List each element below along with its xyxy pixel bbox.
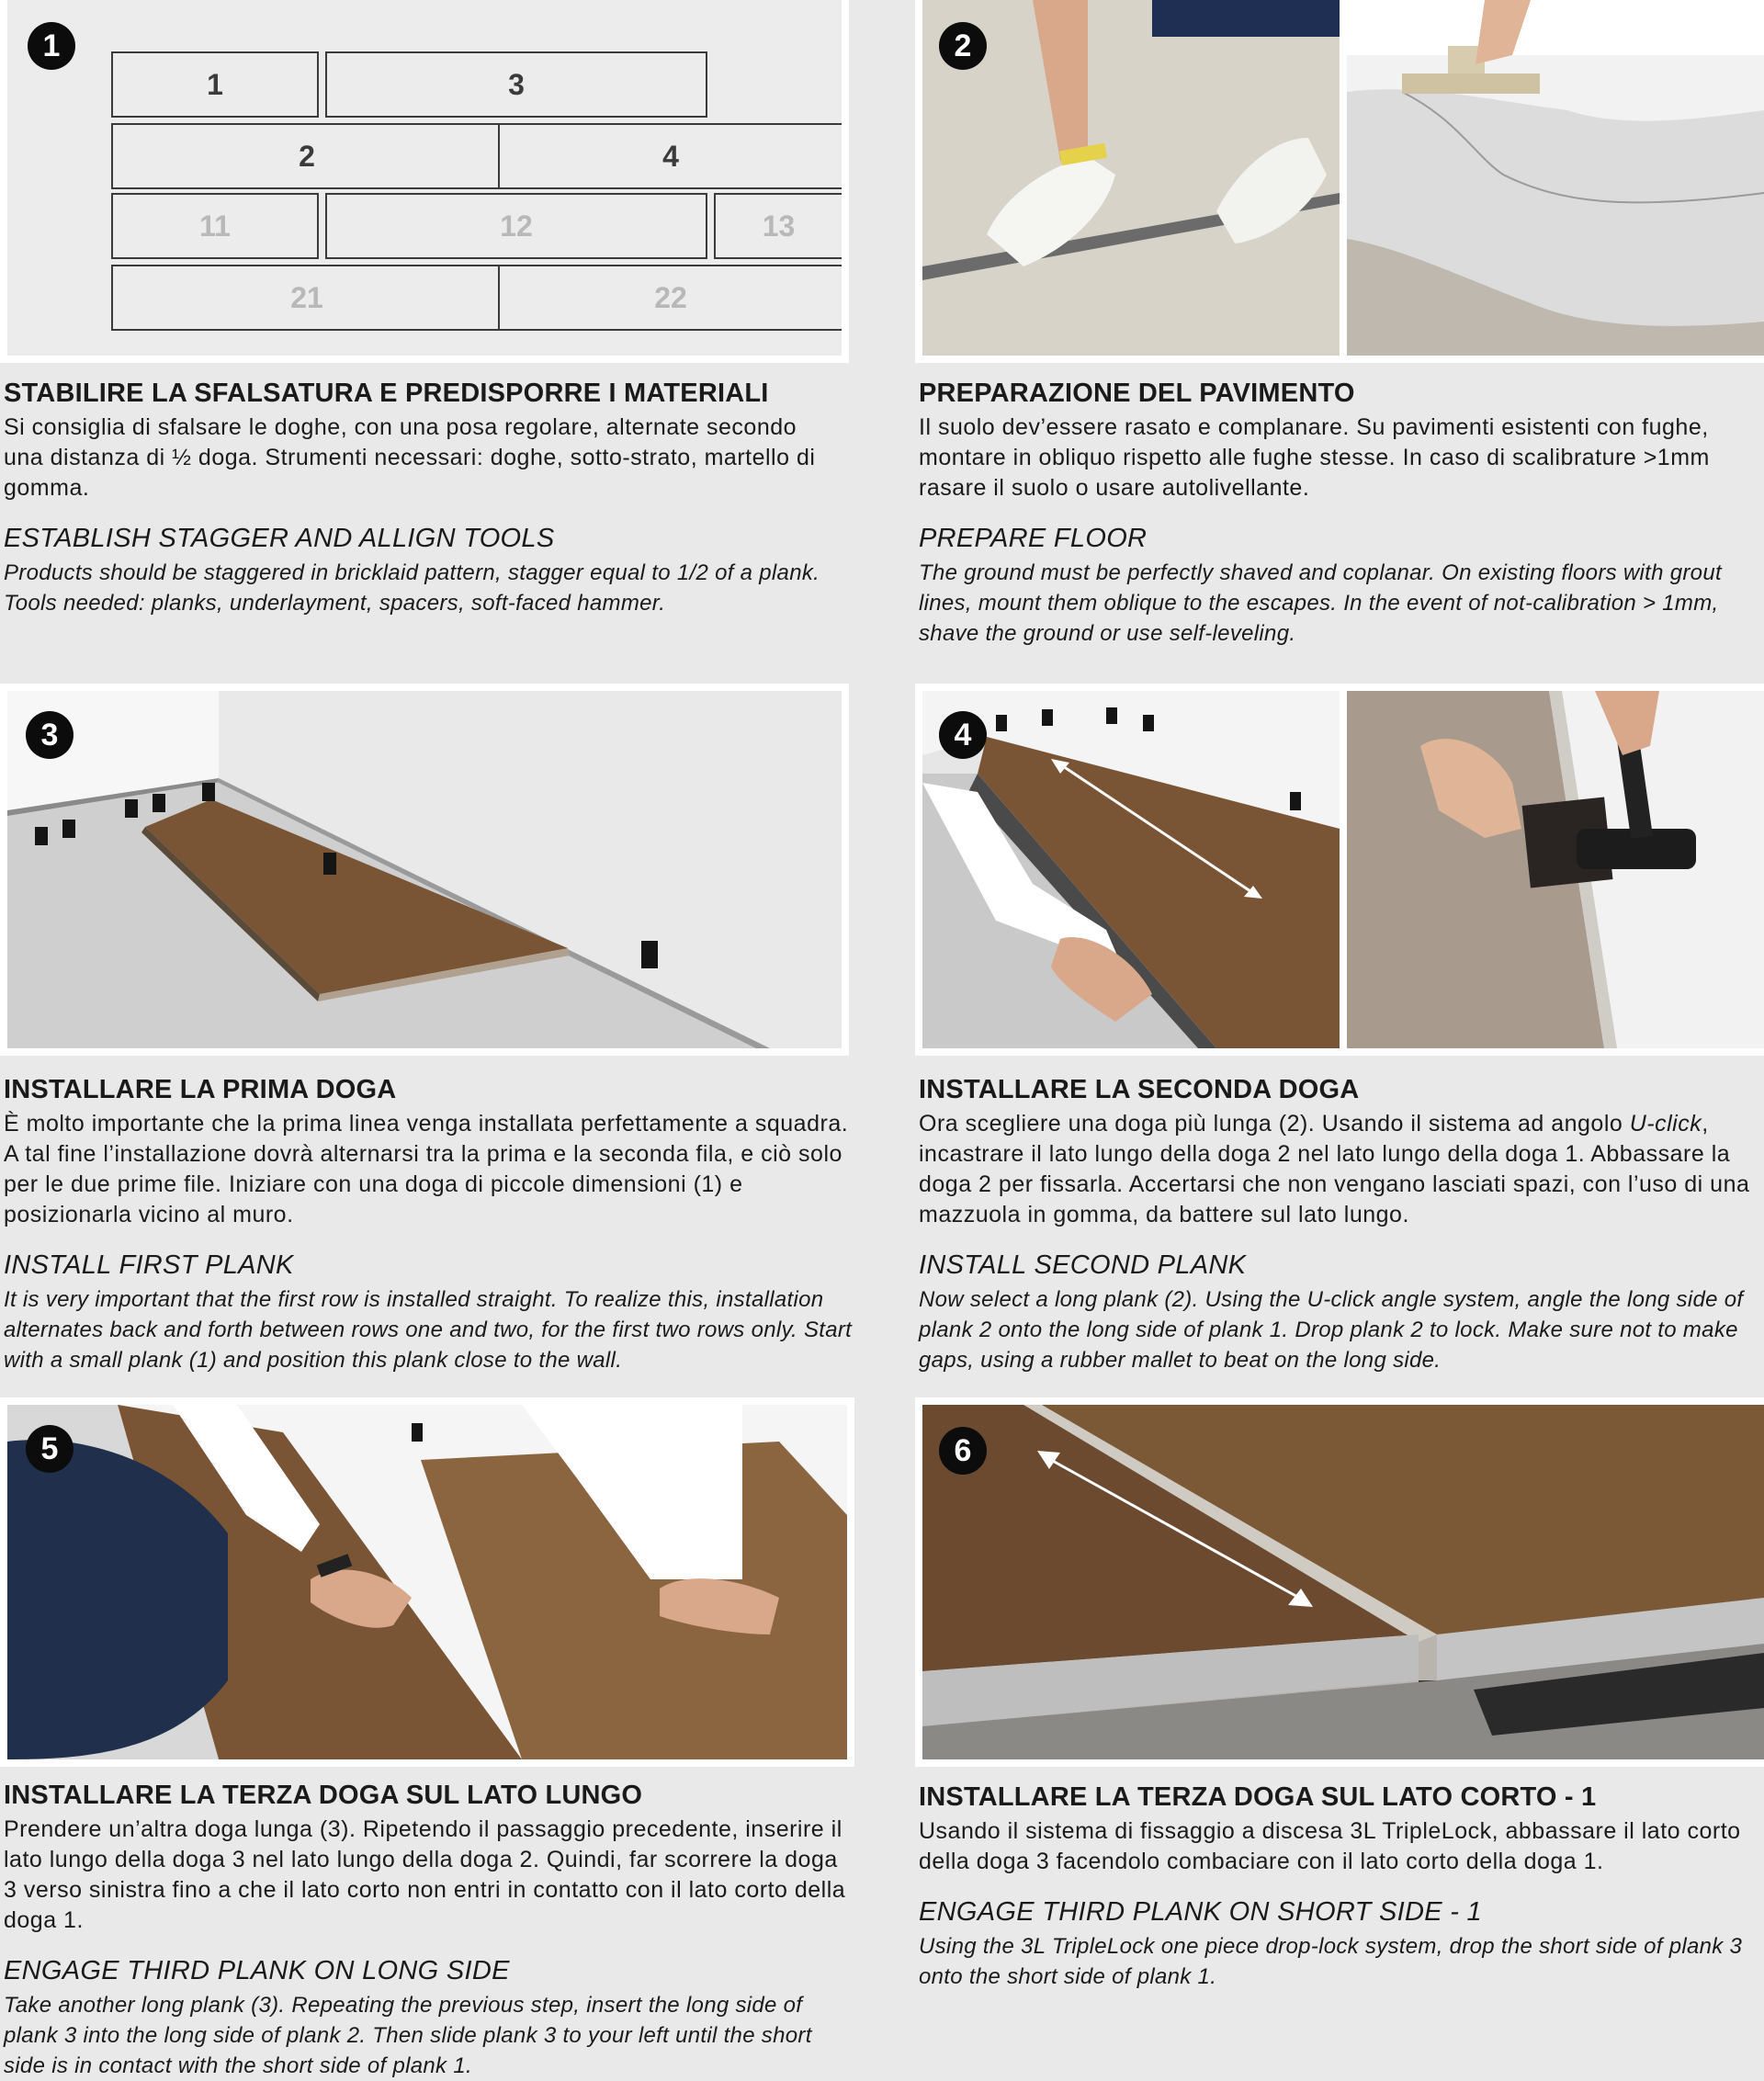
stagger-diagram	[7, 0, 842, 356]
step-title-it: STABILIRE LA SFALSATURA E PREDISPORRE I MATERIALI	[4, 379, 769, 408]
step-body-it: Si consiglia di sfalsare le doghe, con una posa regolare, alternate secondo una distanza di ½ doga. Strumenti necessari: doghe, sotto-strato, martello di gomma.	[4, 414, 816, 501]
plank-label: 12	[325, 193, 707, 259]
step-1-figure	[0, 0, 849, 363]
plank-label: 2	[111, 123, 501, 189]
step-2-figure	[915, 0, 1764, 363]
step-5-figure	[0, 1397, 854, 1767]
step-title-it: INSTALLARE LA SECONDA DOGA	[919, 1075, 1360, 1104]
step-5-text	[4, 1781, 849, 2081]
step-body-en: Using the 3L TripleLock one piece drop-lock system, drop the short side of plank 3 onto the short side of plank 1.	[919, 1934, 1743, 1989]
step-3-figure	[0, 684, 849, 1056]
step-6-figure	[915, 1397, 1764, 1767]
step-body-en: Take another long plank (3). Repeating the previous step, insert the long side of plank 3 into the long side of plank 2. Then slide plank 3 to your left until the short side is in contact with the short side of plank 1.	[4, 1993, 812, 2078]
step-title-en: ENGAGE THIRD PLANK ON SHORT SIDE - 1	[919, 1897, 1482, 1927]
step-number-badge: 4	[939, 711, 987, 759]
step-body-en: Products should be staggered in bricklaid pattern, stagger equal to 1/2 of a plank. Tools needed: planks, underlayment, spacers, soft-faced hammer.	[4, 560, 820, 616]
step-title-en: INSTALL FIRST PLANK	[4, 1250, 294, 1280]
u-click-term: U-click	[1629, 1111, 1702, 1137]
step-body-it	[919, 1109, 1764, 1230]
step-title-en: INSTALL SECOND PLANK	[919, 1250, 1247, 1280]
step-number-badge: 5	[26, 1425, 74, 1473]
step-number-badge: 1	[28, 22, 75, 70]
step-body-it: Prendere un’altra doga lunga (3). Ripetendo il passaggio precedente, inserire il lato lungo della doga 3 nel lato lungo della doga 2. Quindi, far scorrere la doga 3 verso sinistra fino a che il lato corto non entri in contatto con il lato corto della doga 1.	[4, 1816, 846, 1933]
step-title-en: ESTABLISH STAGGER AND ALLIGN TOOLS	[4, 524, 555, 553]
step-body-en: The ground must be perfectly shaved and coplanar. On existing floors with grout lines, mount them oblique to the escapes. In the event of not-calibration > 1mm, shave the ground or use self-leveling.	[919, 560, 1722, 646]
step-title-en: PREPARE FLOOR	[919, 524, 1148, 553]
body-text: , incastrare il lato lungo della doga 2 nel lato lungo della doga 1. Abbassare la doga 2 per fissarla. Accertarsi che non vengano lasciati spazi, con l’uso di una mazzuola in gomma, da battere sul lato lungo.	[919, 1111, 1750, 1227]
step-number-badge: 6	[939, 1427, 987, 1475]
step-4-text	[919, 1075, 1764, 1375]
step-4-figure	[915, 684, 1764, 1056]
plank-label: 22	[498, 265, 842, 331]
step-title-it: INSTALLARE LA TERZA DOGA SUL LATO LUNGO	[4, 1781, 643, 1810]
third-plank-short-side-photo	[922, 1405, 1764, 1759]
self-leveling-photo	[1347, 0, 1764, 356]
step-number-badge: 2	[939, 22, 987, 70]
step-2-text	[919, 379, 1757, 649]
plank-label: 1	[111, 51, 319, 118]
step-body-it: È molto importante che la prima linea venga installata perfettamente a squadra. A tal fine l’installazione dovrà alternarsi tra la prima e la seconda fila, e ciò solo per le due prime file. Iniziare con una doga di piccole dimensioni (1) e posizionarla vicino al muro.	[4, 1111, 849, 1227]
rubber-mallet-photo	[1347, 691, 1764, 1048]
step-title-en: ENGAGE THIRD PLANK ON LONG SIDE	[4, 1956, 510, 1985]
plank-label: 21	[111, 265, 501, 331]
step-1-text	[4, 379, 840, 618]
step-6-text	[919, 1782, 1764, 1992]
step-body-en: Now select a long plank (2). Using the U-click angle system, angle the long side of plank 2 onto the long side of plank 1. Drop plank 2 to lock. Make sure not to make gaps, using a rubber mallet to beat on the long side.	[919, 1287, 1744, 1373]
first-plank-photo	[7, 691, 842, 1048]
step-body-it: Usando il sistema di fissaggio a discesa 3L TripleLock, abbassare il lato corto della doga 3 facendolo combaciare con il lato corto della doga 1.	[919, 1818, 1741, 1874]
plank-label: 4	[498, 123, 842, 189]
step-number-badge: 3	[26, 711, 74, 759]
step-title-it: PREPARAZIONE DEL PAVIMENTO	[919, 379, 1355, 408]
second-plank-photo	[922, 691, 1340, 1048]
plank-label: 3	[325, 51, 707, 118]
plank-label: 13	[714, 193, 842, 259]
third-plank-long-side-photo	[7, 1405, 847, 1759]
step-title-it: INSTALLARE LA PRIMA DOGA	[4, 1075, 397, 1104]
step-title-it: INSTALLARE LA TERZA DOGA SUL LATO CORTO - 1	[919, 1782, 1597, 1812]
step-body-it: Il suolo dev’essere rasato e complanare. Su pavimenti esistenti con fughe, montare in obliquo rispetto alle fughe stesse. In caso di scalibrature >1mm rasare il suolo o usare autolivellante.	[919, 414, 1710, 501]
floor-level-photo	[922, 0, 1340, 356]
body-text: Ora scegliere una doga più lunga (2). Usando il sistema ad angolo	[919, 1111, 1630, 1137]
step-body-en: It is very important that the first row is installed straight. To realize this, installation alternates back and forth between rows one and two, for the first two rows only. Start with a small plank (1) and position this plank close to the wall.	[4, 1287, 853, 1373]
step-3-text	[4, 1075, 858, 1375]
plank-label: 11	[111, 193, 319, 259]
